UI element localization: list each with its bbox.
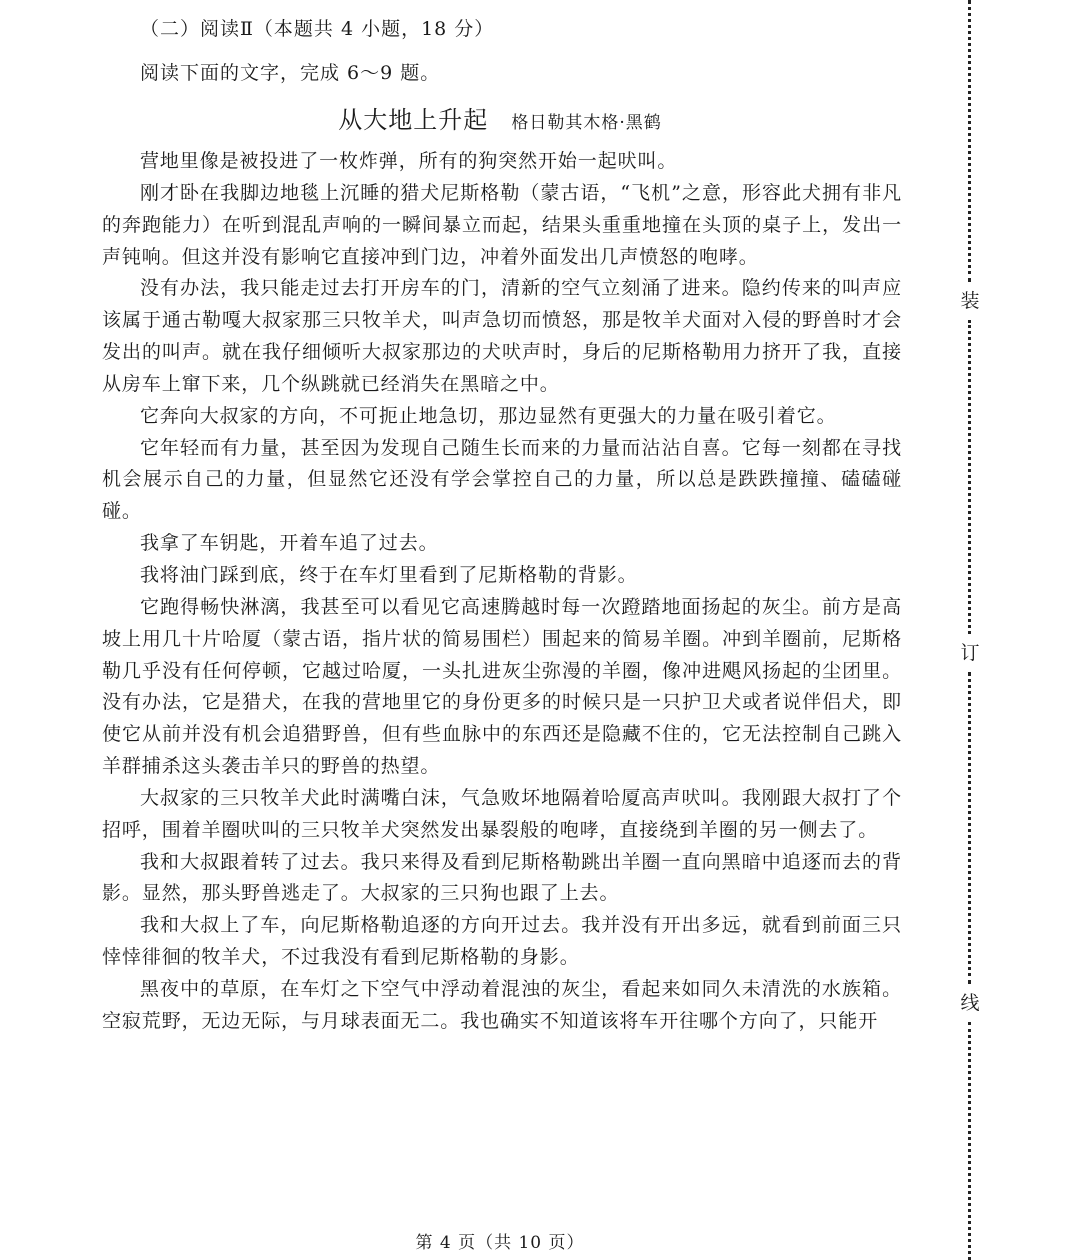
binding-dots-top — [968, 0, 971, 282]
binding-char-ding: 订 — [960, 642, 980, 664]
article-title-line — [0, 100, 1000, 135]
article-title: 从大地上升起 — [338, 106, 489, 134]
binding-char-xian: 线 — [960, 992, 980, 1014]
paragraph-4: 它奔向大叔家的方向，不可扼止地急切，那边显然有更强大的力量在吸引着它。 — [140, 404, 837, 427]
paragraph-1: 营地里像是被投进了一枚炸弹，所有的狗突然开始一起吠叫。 — [140, 150, 678, 172]
page-footer: 第 4 页（共 10 页） — [415, 1233, 585, 1253]
binding-dots-middle-2 — [968, 672, 971, 984]
paragraph-10: 我和大叔跟着转了过去。我只来得及看到尼斯格勒跳出羊圈一直向黑暗中追逐而去的背影。显然，那头野兽逃走了。大叔家的三只狗也跟了上去。 — [102, 850, 902, 905]
paragraph-3: 没有办法，我只能走过去打开房车的门，清新的空气立刻涌了进来。隐约传来的叫声应该属于通古勒嘎大叔家那三只牧羊犬，叫声急切而愤怒，那是牧羊犬面对入侵的野兽时才会发出的叫声。就在我仔细倾听大叔家那边的犬吠声时，身后的尼斯格勒用力挤开了我，直接从房车上窜下来，几个纵跳就已经消失在黑暗之中。 — [102, 277, 902, 395]
binding-char-zhuang: 装 — [960, 290, 980, 312]
paragraph-5: 它年轻而有力量，甚至因为发现自己随生长而来的力量而沾沾自喜。它每一刻都在寻找机会展示自己的力量，但显然它还没有学会掌控自己的力量，所以总是跌跌撞撞、磕磕碰碰。 — [102, 436, 902, 523]
section-header: （二）阅读Ⅱ（本题共 4 小题，18 分） — [140, 18, 495, 40]
paragraph-8: 它跑得畅快淋漓，我甚至可以看见它高速腾越时每一次蹬踏地面扬起的灰尘。前方是高坡上用几十片哈厦（蒙古语，指片状的简易围栏）围起来的简易羊圈。冲到羊圈前，尼斯格勒几乎没有任何停顿，它越过哈厦，一头扎进灰尘弥漫的羊圈，像冲进飓风扬起的尘团里。没有办法，它是猎犬，在我的营地里它的身份更多的时候只是一只护卫犬或者说伴侣犬，即使它从前并没有机会追猎野兽，但有些血脉中的东西还是隐藏不住的，它无法控制自己跳入羊群捕杀这头袭击羊只的野兽的热望。 — [102, 595, 902, 778]
paragraph-6: 我拿了车钥匙，开着车追了过去。 — [140, 532, 439, 555]
binding-dots-middle-1 — [968, 320, 971, 634]
article-author: 格日勒其木格·黑鹤 — [511, 113, 662, 133]
paragraph-11: 我和大叔上了车，向尼斯格勒追逐的方向开过去。我并没有开出多远，就看到前面三只悻悻徘徊的牧羊犬，不过我没有看到尼斯格勒的身影。 — [102, 914, 902, 969]
paragraph-12: 黑夜中的草原，在车灯之下空气中浮动着混浊的灰尘，看起来如同久未清洗的水族箱。空寂荒野，无边无际，与月球表面无二。我也确实不知道该将车开往哪个方向了，只能开 — [102, 977, 902, 1032]
reading-instruction: 阅读下面的文字，完成 6～9 题。 — [140, 62, 441, 84]
paragraph-7: 我将油门踩到底，终于在车灯里看到了尼斯格勒的背影。 — [140, 563, 638, 586]
paragraph-2: 刚才卧在我脚边地毯上沉睡的猎犬尼斯格勒（蒙古语，“飞机”之意，形容此犬拥有非凡的奔跑能力）在听到混乱声响的一瞬间暴立而起，结果头重重地撞在头顶的桌子上，发出一声钝响。但这并没有影响它直接冲到门边，冲着外面发出几声愤怒的咆哮。 — [102, 181, 902, 268]
binding-dots-bottom — [968, 1022, 971, 1260]
article-body — [102, 146, 902, 1038]
binding-line — [955, 0, 985, 1260]
paragraph-9: 大叔家的三只牧羊犬此时满嘴白沫，气急败坏地隔着哈厦高声吠叫。我刚跟大叔打了个招呼，围着羊圈吠叫的三只牧羊犬突然发出暴裂般的咆哮，直接绕到羊圈的另一侧去了。 — [102, 786, 902, 841]
